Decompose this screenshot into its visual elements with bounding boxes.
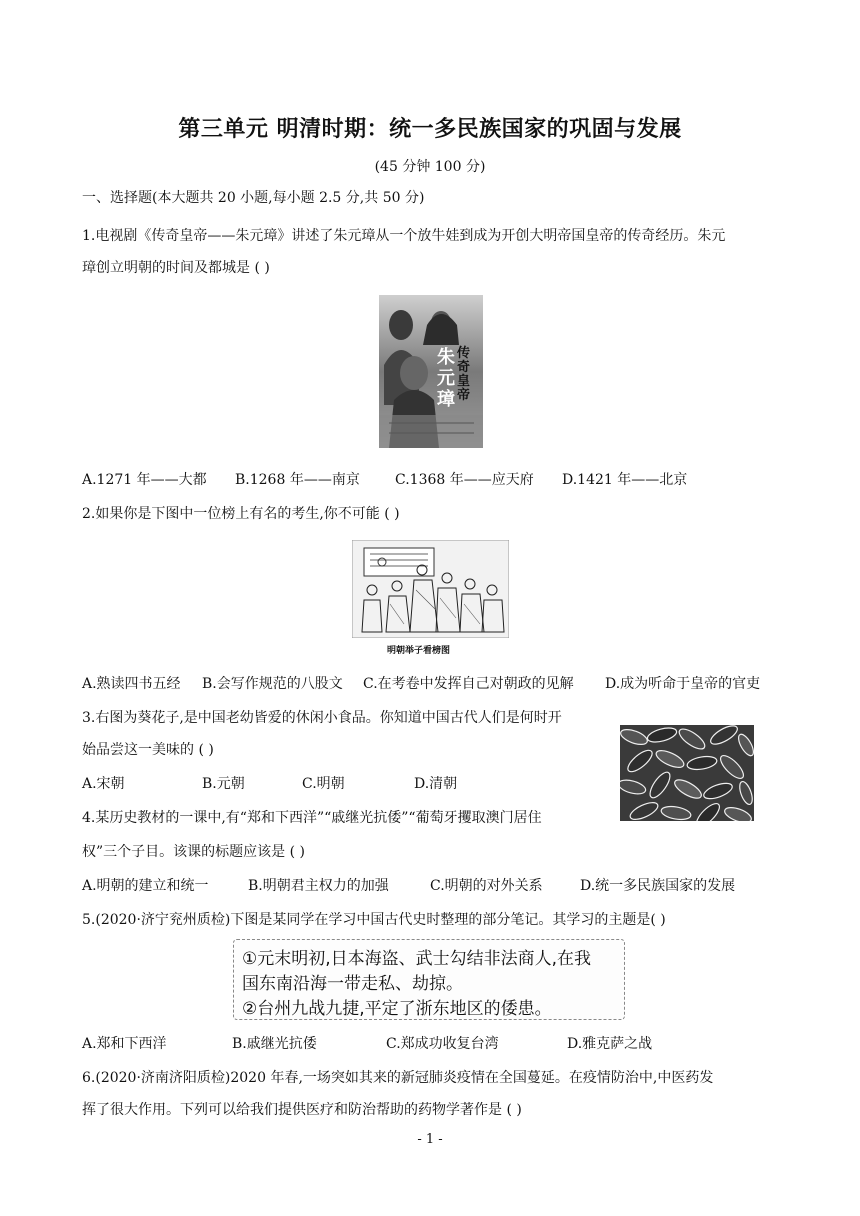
- exam-time-score: (45 分钟 100 分): [374, 159, 486, 175]
- q6-stem-line1: 6.(2020·济南济阳质检)2020 年春,一场突如其来的新冠肺炎疫情在全国蔓延。在疫情防治中,中医药发: [82, 1070, 714, 1086]
- page-number: - 1 -: [417, 1132, 443, 1147]
- q3-option-a: A.宋朝: [82, 776, 125, 792]
- q5-study-note: [233, 939, 625, 1020]
- q1-option-c: C.1368 年——应天府: [395, 472, 534, 488]
- q4-stem-line2: 权”三个子目。该课的标题应该是 ( ): [82, 844, 305, 860]
- q5-note-line1: ①元末明初,日本海盗、武士勾结非法商人,在我: [242, 949, 592, 969]
- q3-option-c: C.明朝: [302, 776, 345, 792]
- section-heading: 一、选择题(本大题共 20 小题,每小题 2.5 分,共 50 分): [82, 190, 425, 206]
- q2-option-b: B.会写作规范的八股文: [202, 676, 343, 692]
- poster-title-text: 传奇皇帝: [457, 346, 471, 403]
- q5-stem-line1: 5.(2020·济宁兖州质检)下图是某同学在学习中国古代史时整理的部分笔记。其学习的主题是( ): [82, 912, 666, 928]
- q1-stem-line1: 1.电视剧《传奇皇帝——朱元璋》讲述了朱元璋从一个放牛娃到成为开创大明帝国皇帝的传奇经历。朱元: [82, 228, 726, 244]
- q2-image-caption: 明朝举子看榜图: [387, 646, 451, 656]
- q2-option-c: C.在考卷中发挥自己对朝政的见解: [363, 676, 574, 692]
- q5-option-a: A.郑和下西洋: [82, 1036, 167, 1052]
- sunflower-seeds-photo: [620, 725, 754, 821]
- q5-note-line2: 国东南沿海一带走私、劫掠。: [242, 974, 463, 994]
- q1-option-d: D.1421 年——北京: [562, 472, 688, 488]
- q2-option-a: A.熟读四书五经: [82, 676, 181, 692]
- page-title: 第三单元 明清时期：统一多民族国家的巩固与发展: [178, 116, 682, 142]
- q5-option-c: C.郑成功收复台湾: [386, 1036, 499, 1052]
- q1-option-b: B.1268 年——南京: [235, 472, 360, 488]
- q2-stem-line1: 2.如果你是下图中一位榜上有名的考生,你不可能 ( ): [82, 506, 400, 522]
- q2-option-d: D.成为听命于皇帝的官吏: [605, 676, 761, 692]
- q4-option-a: A.明朝的建立和统一: [82, 878, 209, 894]
- ming-exam-notice-illustration: [352, 540, 509, 638]
- q5-note-line3: ②台州九战九捷,平定了浙东地区的倭患。: [242, 999, 552, 1019]
- q1-stem-line2: 璋创立明朝的时间及都城是 ( ): [82, 260, 270, 276]
- poster-name-text: 朱元璋: [437, 347, 455, 410]
- q4-option-b: B.明朝君主权力的加强: [248, 878, 389, 894]
- q3-stem-line2: 始品尝这一美味的 ( ): [82, 742, 214, 758]
- q3-stem-line1: 3.右图为葵花子,是中国老幼皆爱的休闲小食品。你知道中国古代人们是何时开: [82, 710, 562, 726]
- q1-option-a: A.1271 年——大都: [82, 472, 207, 488]
- q3-option-d: D.清朝: [414, 776, 458, 792]
- q4-stem-line1: 4.某历史教材的一课中,有“郑和下西洋”“戚继光抗倭”“葡萄牙攫取澳门居住: [82, 810, 542, 826]
- zhu-yuanzhang-poster: [379, 295, 483, 448]
- q3-option-b: B.元朝: [202, 776, 245, 792]
- q5-option-d: D.雅克萨之战: [567, 1036, 653, 1052]
- q6-stem-line2: 挥了很大作用。下列可以给我们提供医疗和防治帮助的药物学著作是 ( ): [82, 1102, 522, 1118]
- q4-option-d: D.统一多民族国家的发展: [580, 878, 736, 894]
- q4-option-c: C.明朝的对外关系: [430, 878, 543, 894]
- q5-option-b: B.戚继光抗倭: [232, 1036, 317, 1052]
